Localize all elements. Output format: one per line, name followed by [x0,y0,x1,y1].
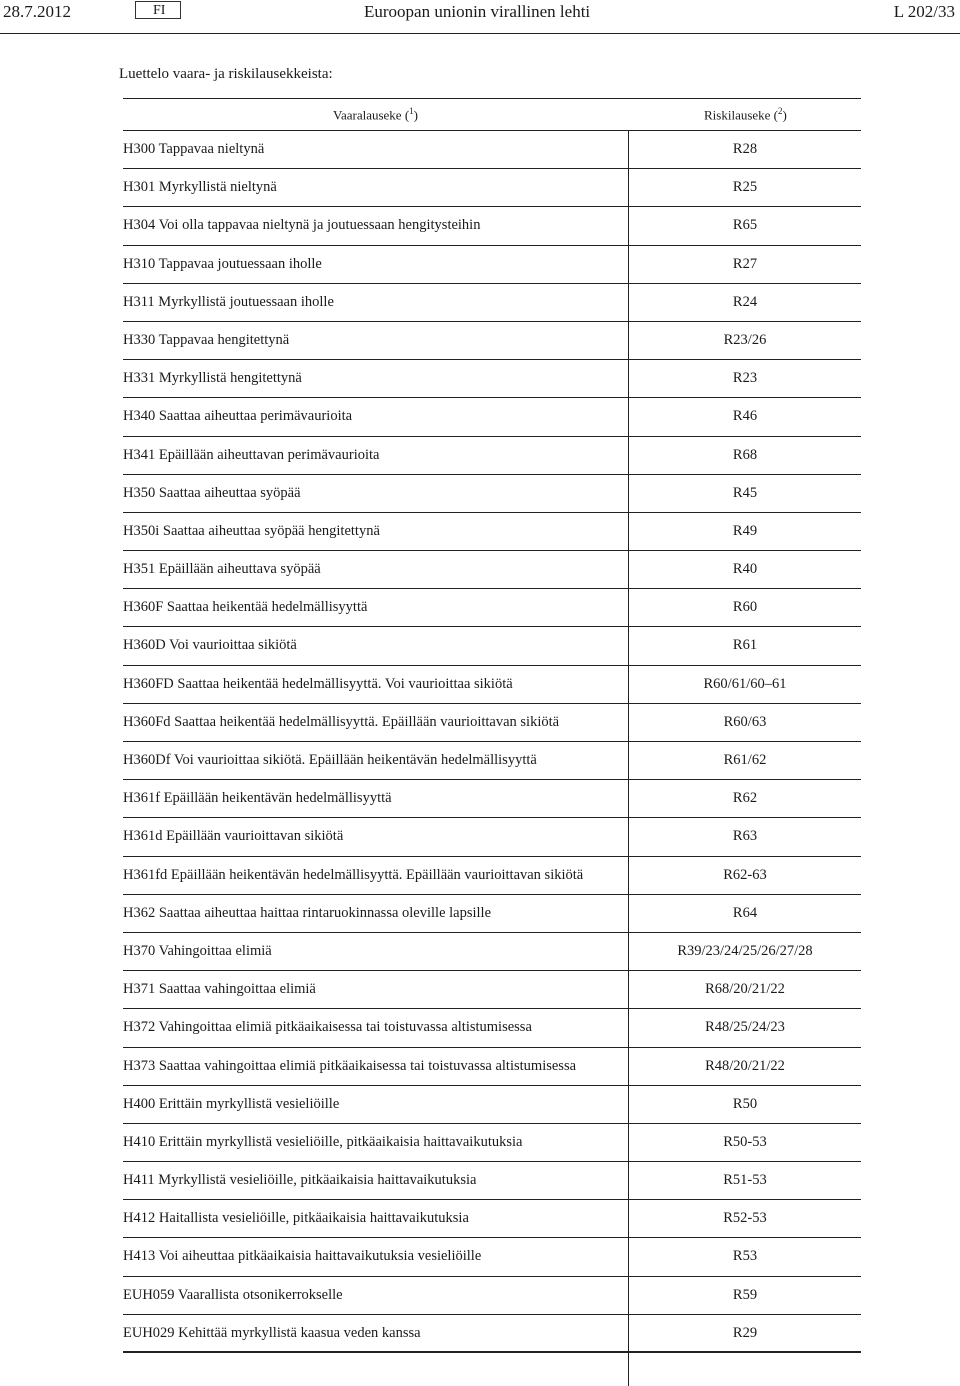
header-divider [0,33,960,34]
journal-title: Euroopan unionin virallinen lehti [364,2,591,21]
risk-phrase: R53 [732,1248,758,1265]
hazard-statement: H361d Epäillään vaurioittavan sikiötä [123,828,344,845]
hazard-statement: H373 Saattaa vahingoittaa elimiä pitkäaikaisessa tai toistuvassa altistumisessa [123,1057,577,1074]
hazard-statement: H351 Epäillään aiheuttava syöpää [123,561,321,578]
table-row [123,895,861,933]
risk-phrase: R60 [732,599,758,616]
risk-phrase: R27 [732,255,758,272]
risk-phrase: R52-53 [723,1210,767,1227]
hazard-statement: H413 Voi aiheuttaa pitkäaikaisia haittavaikutuksia vesieliöille [123,1248,482,1265]
page-header [0,0,960,26]
table-row [123,131,861,169]
table-row [123,933,861,971]
table-row [123,818,861,856]
table-row [123,1048,861,1086]
table-row [123,475,861,513]
table-row [123,1086,861,1124]
risk-phrase: R48/25/24/23 [705,1019,785,1036]
table-intro: Luettelo vaara- ja riskilausekkeista: [119,66,333,82]
hazard-statement: H301 Myrkyllistä nieltynä [123,179,277,196]
hazard-statement: H340 Saattaa aiheuttaa perimävaurioita [123,408,353,425]
risk-phrase: R24 [732,293,758,310]
risk-phrase: R50-53 [723,1133,767,1150]
hazard-statement: H360FD Saattaa heikentää hedelmällisyyttä. Voi vaurioittaa sikiötä [123,675,513,692]
risk-phrase: R65 [732,217,758,234]
language-code-box: FI [135,1,181,19]
hazard-statement: H330 Tappavaa hengitettynä [123,331,290,348]
table-row [123,780,861,818]
risk-phrase: R63 [732,828,758,845]
hazard-statement: H360D Voi vaurioittaa sikiötä [123,637,297,654]
table-row [123,704,861,742]
page-number: L 202/33 [893,2,955,21]
footnote-ref-1: 1 [409,106,414,116]
risk-phrase: R60/63 [723,713,767,730]
hazard-statement: H362 Saattaa aiheuttaa haittaa rintaruokinnassa oleville lapsille [123,904,492,921]
hazard-statement: H310 Tappavaa joutuessaan iholle [123,255,322,272]
table-row [123,1162,861,1200]
hazard-statement: H341 Epäillään aiheuttavan perimävaurioita [123,446,380,463]
hazard-statement: H412 Haitallista vesieliöille, pitkäaikaisia haittavaikutuksia [123,1210,469,1227]
risk-phrase: R61/62 [723,752,767,768]
hazard-statement: H350 Saattaa aiheuttaa syöpää [123,484,301,501]
risk-phrase: R40 [732,561,758,578]
table-row [123,360,861,398]
hazard-column-header: Vaaralauseke ($^1$) [333,106,418,123]
table-row [123,1277,861,1315]
table-row [123,742,861,780]
hazard-statement: EUH059 Vaarallista otsonikerrokselle [123,1286,343,1303]
risk-phrase: R28 [732,141,758,157]
footnote-ref-2: 2 [778,106,783,116]
risk-phrase: R29 [732,1324,758,1341]
risk-phrase: R25 [732,179,758,196]
risk-phrase: R48/20/21/22 [705,1057,785,1074]
risk-phrase: R64 [732,904,758,921]
phrase-table [123,131,861,1353]
hazard-statement: H361fd Epäillään heikentävän hedelmällisyyttä. Epäillään vaurioittavan sikiötä [123,866,584,883]
table-top-rule [123,98,861,99]
table-row [123,437,861,475]
table-row [123,1200,861,1238]
table-row [123,322,861,360]
publication-date: 28.7.2012 [3,2,71,21]
table-row [123,169,861,207]
hazard-statement: H411 Myrkyllistä vesieliöille, pitkäaikaisia haittavaikutuksia [123,1172,477,1189]
table-row [123,1124,861,1162]
table-row [123,627,861,665]
hazard-statement: H370 Vahingoittaa elimiä [123,942,272,959]
risk-phrase: R45 [732,484,758,501]
hazard-statement: H360Fd Saattaa heikentää hedelmällisyyttä. Epäillään vaurioittavan sikiötä [123,713,560,730]
table-row [123,971,861,1009]
table-row [123,551,861,589]
risk-column-header: Riskilauseke ($^2$) [704,106,787,123]
hazard-statement: H304 Voi olla tappavaa nieltynä ja joutuessaan hengitysteihin [123,217,481,234]
table-row [123,1009,861,1047]
hazard-statement: H400 Erittäin myrkyllistä vesieliöille [123,1095,340,1112]
table-row [123,246,861,284]
risk-phrase: R49 [732,522,758,539]
risk-phrase: R68/20/21/22 [705,981,785,998]
table-row [123,857,861,895]
hazard-statement: H360Df Voi vaurioittaa sikiötä. Epäillään heikentävän hedelmällisyyttä [123,752,537,768]
table-row [123,1315,861,1353]
table-row [123,666,861,704]
hazard-statement: H331 Myrkyllistä hengitettynä [123,370,302,387]
table-row [123,1238,861,1276]
table-row [123,513,861,551]
table-row [123,207,861,245]
hazard-statement: EUH029 Kehittää myrkyllistä kaasua veden kanssa [123,1324,421,1341]
risk-phrase: R59 [732,1286,758,1303]
risk-phrase: R50 [732,1095,758,1112]
hazard-statement: H360F Saattaa heikentää hedelmällisyyttä [123,599,368,616]
hazard-statement: H350i Saattaa aiheuttaa syöpää hengitettynä [123,522,380,539]
hazard-statement: H371 Saattaa vahingoittaa elimiä [123,981,316,998]
risk-phrase: R23 [732,370,758,387]
risk-phrase: R62 [732,790,758,807]
hazard-statement: H300 Tappavaa nieltynä [123,141,265,157]
risk-phrase: R46 [732,408,758,425]
table-row [123,284,861,322]
risk-phrase: R62-63 [723,866,767,883]
risk-phrase: R61 [732,637,758,654]
risk-phrase: R60/61/60–61 [703,675,787,692]
risk-phrase: R39/23/24/25/26/27/28 [677,942,813,959]
table-row [123,398,861,436]
table-row [123,589,861,627]
risk-phrase: R68 [732,446,758,463]
risk-phrase: R23/26 [723,331,767,348]
hazard-statement: H372 Vahingoittaa elimiä pitkäaikaisessa tai toistuvassa altistumisessa [123,1019,532,1036]
risk-phrase: R51-53 [723,1172,767,1189]
hazard-statement: H361f Epäillään heikentävän hedelmällisyyttä [123,790,392,807]
hazard-statement: H311 Myrkyllistä joutuessaan iholle [123,293,334,310]
hazard-statement: H410 Erittäin myrkyllistä vesieliöille, pitkäaikaisia haittavaikutuksia [123,1133,523,1150]
